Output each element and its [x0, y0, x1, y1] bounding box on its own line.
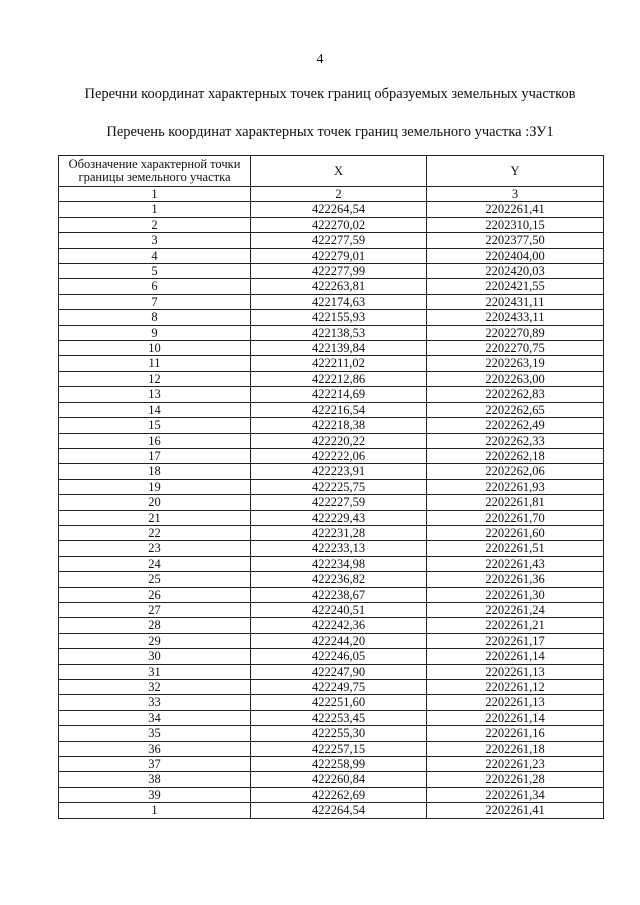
x-coordinate-cell: 422211,02 — [251, 356, 427, 371]
x-coordinate-cell: 422246,05 — [251, 649, 427, 664]
table-row — [59, 510, 604, 525]
point-number-cell: 10 — [59, 341, 251, 356]
table-row — [59, 556, 604, 571]
y-coordinate-cell: 2202261,81 — [427, 495, 604, 510]
table-row — [59, 633, 604, 648]
table-row — [59, 310, 604, 325]
table-row — [59, 726, 604, 741]
point-number-cell: 11 — [59, 356, 251, 371]
x-coordinate-cell: 422253,45 — [251, 710, 427, 725]
point-number-cell: 32 — [59, 680, 251, 695]
table-row — [59, 325, 604, 340]
x-coordinate-cell: 422260,84 — [251, 772, 427, 787]
point-number-cell: 9 — [59, 325, 251, 340]
point-number-cell: 38 — [59, 772, 251, 787]
y-coordinate-cell: 2202261,23 — [427, 757, 604, 772]
y-coordinate-cell: 2202261,41 — [427, 803, 604, 818]
y-coordinate-cell: 2202261,30 — [427, 587, 604, 602]
x-coordinate-cell: 422227,59 — [251, 495, 427, 510]
y-coordinate-cell: 2202261,93 — [427, 479, 604, 494]
point-number-cell: 26 — [59, 587, 251, 602]
column-number-row — [59, 187, 604, 202]
table-row — [59, 602, 604, 617]
point-number-cell: 15 — [59, 418, 251, 433]
table-row — [59, 217, 604, 232]
point-number-cell: 30 — [59, 649, 251, 664]
column-number: 3 — [427, 187, 604, 202]
point-number-cell: 35 — [59, 726, 251, 741]
section-title: Перечень координат характерных точек границ земельного участка :ЗУ1 — [106, 124, 554, 140]
page-number: 4 — [316, 52, 324, 67]
point-number-cell: 27 — [59, 602, 251, 617]
x-coordinate-cell: 422214,69 — [251, 387, 427, 402]
x-coordinate-cell: 422229,43 — [251, 510, 427, 525]
x-coordinate-cell: 422223,91 — [251, 464, 427, 479]
x-coordinate-cell: 422218,38 — [251, 418, 427, 433]
point-number-cell: 39 — [59, 787, 251, 802]
y-coordinate-cell: 2202421,55 — [427, 279, 604, 294]
point-number-cell: 21 — [59, 510, 251, 525]
y-coordinate-cell: 2202262,83 — [427, 387, 604, 402]
x-coordinate-cell: 422138,53 — [251, 325, 427, 340]
y-coordinate-cell: 2202261,70 — [427, 510, 604, 525]
main-title: Перечни координат характерных точек границ образуемых земельных участков — [84, 86, 576, 102]
table-row — [59, 741, 604, 756]
point-number-cell: 17 — [59, 448, 251, 463]
x-coordinate-cell: 422225,75 — [251, 479, 427, 494]
y-coordinate-cell: 2202261,14 — [427, 649, 604, 664]
x-coordinate-cell: 422236,82 — [251, 572, 427, 587]
x-coordinate-cell: 422279,01 — [251, 248, 427, 263]
table-row — [59, 587, 604, 602]
y-coordinate-cell: 2202263,00 — [427, 371, 604, 386]
table-row — [59, 803, 604, 818]
x-coordinate-cell: 422262,69 — [251, 787, 427, 802]
table-row — [59, 541, 604, 556]
point-number-cell: 2 — [59, 217, 251, 232]
point-number-cell: 37 — [59, 757, 251, 772]
table-row — [59, 433, 604, 448]
x-coordinate-cell: 422220,22 — [251, 433, 427, 448]
y-coordinate-cell: 2202377,50 — [427, 233, 604, 248]
table-header — [59, 156, 604, 202]
y-coordinate-cell: 2202261,21 — [427, 618, 604, 633]
y-coordinate-cell: 2202261,41 — [427, 202, 604, 217]
point-number-cell: 7 — [59, 294, 251, 309]
point-number-cell: 16 — [59, 433, 251, 448]
y-coordinate-cell: 2202270,75 — [427, 341, 604, 356]
x-coordinate-cell: 422222,06 — [251, 448, 427, 463]
table-row — [59, 264, 604, 279]
point-number-cell: 28 — [59, 618, 251, 633]
table-row — [59, 572, 604, 587]
x-coordinate-cell: 422257,15 — [251, 741, 427, 756]
x-coordinate-cell: 422238,67 — [251, 587, 427, 602]
point-number-cell: 34 — [59, 710, 251, 725]
x-coordinate-cell: 422247,90 — [251, 664, 427, 679]
x-coordinate-cell: 422139,84 — [251, 341, 427, 356]
y-coordinate-cell: 2202433,11 — [427, 310, 604, 325]
x-coordinate-cell: 422277,99 — [251, 264, 427, 279]
y-coordinate-cell: 2202261,14 — [427, 710, 604, 725]
x-coordinate-cell: 422233,13 — [251, 541, 427, 556]
y-coordinate-cell: 2202261,12 — [427, 680, 604, 695]
table-row — [59, 695, 604, 710]
point-number-cell: 8 — [59, 310, 251, 325]
x-coordinate-cell: 422249,75 — [251, 680, 427, 695]
y-coordinate-cell: 2202262,65 — [427, 402, 604, 417]
point-number-cell: 24 — [59, 556, 251, 571]
table-row — [59, 664, 604, 679]
coordinates-table — [58, 155, 604, 819]
point-number-cell: 14 — [59, 402, 251, 417]
y-coordinate-cell: 2202262,06 — [427, 464, 604, 479]
x-coordinate-cell: 422216,54 — [251, 402, 427, 417]
y-coordinate-cell: 2202261,28 — [427, 772, 604, 787]
table-row — [59, 202, 604, 217]
x-coordinate-cell: 422263,81 — [251, 279, 427, 294]
point-number-cell: 6 — [59, 279, 251, 294]
table-row — [59, 495, 604, 510]
x-coordinate-cell: 422212,86 — [251, 371, 427, 386]
column-number: 2 — [251, 187, 427, 202]
table-row — [59, 356, 604, 371]
point-number-cell: 1 — [59, 202, 251, 217]
point-number-cell: 12 — [59, 371, 251, 386]
y-coordinate-cell: 2202310,15 — [427, 217, 604, 232]
table-row — [59, 418, 604, 433]
y-coordinate-cell: 2202404,00 — [427, 248, 604, 263]
point-number-cell: 33 — [59, 695, 251, 710]
table-row — [59, 294, 604, 309]
table-row — [59, 787, 604, 802]
header-y: Y — [427, 156, 604, 187]
y-coordinate-cell: 2202431,11 — [427, 294, 604, 309]
table-row — [59, 371, 604, 386]
y-coordinate-cell: 2202261,13 — [427, 664, 604, 679]
table-row — [59, 618, 604, 633]
column-number: 1 — [59, 187, 251, 202]
table-row — [59, 341, 604, 356]
table-row — [59, 279, 604, 294]
table-row — [59, 525, 604, 540]
point-number-cell: 4 — [59, 248, 251, 263]
x-coordinate-cell: 422277,59 — [251, 233, 427, 248]
point-number-cell: 25 — [59, 572, 251, 587]
table-row — [59, 479, 604, 494]
x-coordinate-cell: 422264,54 — [251, 803, 427, 818]
table-row — [59, 387, 604, 402]
table-body — [59, 202, 604, 818]
header-row — [59, 156, 604, 187]
header-point-designation: Обозначение характерной точки границы земельного участка — [59, 156, 251, 187]
point-number-cell: 20 — [59, 495, 251, 510]
x-coordinate-cell: 422240,51 — [251, 602, 427, 617]
table-row — [59, 402, 604, 417]
y-coordinate-cell: 2202261,51 — [427, 541, 604, 556]
x-coordinate-cell: 422234,98 — [251, 556, 427, 571]
table-row — [59, 248, 604, 263]
x-coordinate-cell: 422258,99 — [251, 757, 427, 772]
point-number-cell: 13 — [59, 387, 251, 402]
y-coordinate-cell: 2202262,33 — [427, 433, 604, 448]
table-row — [59, 757, 604, 772]
x-coordinate-cell: 422155,93 — [251, 310, 427, 325]
y-coordinate-cell: 2202420,03 — [427, 264, 604, 279]
point-number-cell: 36 — [59, 741, 251, 756]
point-number-cell: 18 — [59, 464, 251, 479]
y-coordinate-cell: 2202261,17 — [427, 633, 604, 648]
y-coordinate-cell: 2202262,49 — [427, 418, 604, 433]
point-number-cell: 31 — [59, 664, 251, 679]
table-row — [59, 649, 604, 664]
y-coordinate-cell: 2202261,34 — [427, 787, 604, 802]
x-coordinate-cell: 422255,30 — [251, 726, 427, 741]
point-number-cell: 29 — [59, 633, 251, 648]
point-number-cell: 1 — [59, 803, 251, 818]
y-coordinate-cell: 2202261,60 — [427, 525, 604, 540]
y-coordinate-cell: 2202261,18 — [427, 741, 604, 756]
point-number-cell: 19 — [59, 479, 251, 494]
table-row — [59, 710, 604, 725]
table-row — [59, 772, 604, 787]
x-coordinate-cell: 422174,63 — [251, 294, 427, 309]
table-row — [59, 680, 604, 695]
y-coordinate-cell: 2202261,43 — [427, 556, 604, 571]
table-row — [59, 448, 604, 463]
x-coordinate-cell: 422270,02 — [251, 217, 427, 232]
y-coordinate-cell: 2202270,89 — [427, 325, 604, 340]
y-coordinate-cell: 2202261,24 — [427, 602, 604, 617]
y-coordinate-cell: 2202261,16 — [427, 726, 604, 741]
point-number-cell: 3 — [59, 233, 251, 248]
x-coordinate-cell: 422244,20 — [251, 633, 427, 648]
y-coordinate-cell: 2202262,18 — [427, 448, 604, 463]
table-row — [59, 233, 604, 248]
y-coordinate-cell: 2202261,36 — [427, 572, 604, 587]
point-number-cell: 5 — [59, 264, 251, 279]
y-coordinate-cell: 2202263,19 — [427, 356, 604, 371]
x-coordinate-cell: 422242,36 — [251, 618, 427, 633]
point-number-cell: 22 — [59, 525, 251, 540]
x-coordinate-cell: 422251,60 — [251, 695, 427, 710]
x-coordinate-cell: 422231,28 — [251, 525, 427, 540]
point-number-cell: 23 — [59, 541, 251, 556]
x-coordinate-cell: 422264,54 — [251, 202, 427, 217]
table-row — [59, 464, 604, 479]
header-x: X — [251, 156, 427, 187]
y-coordinate-cell: 2202261,13 — [427, 695, 604, 710]
